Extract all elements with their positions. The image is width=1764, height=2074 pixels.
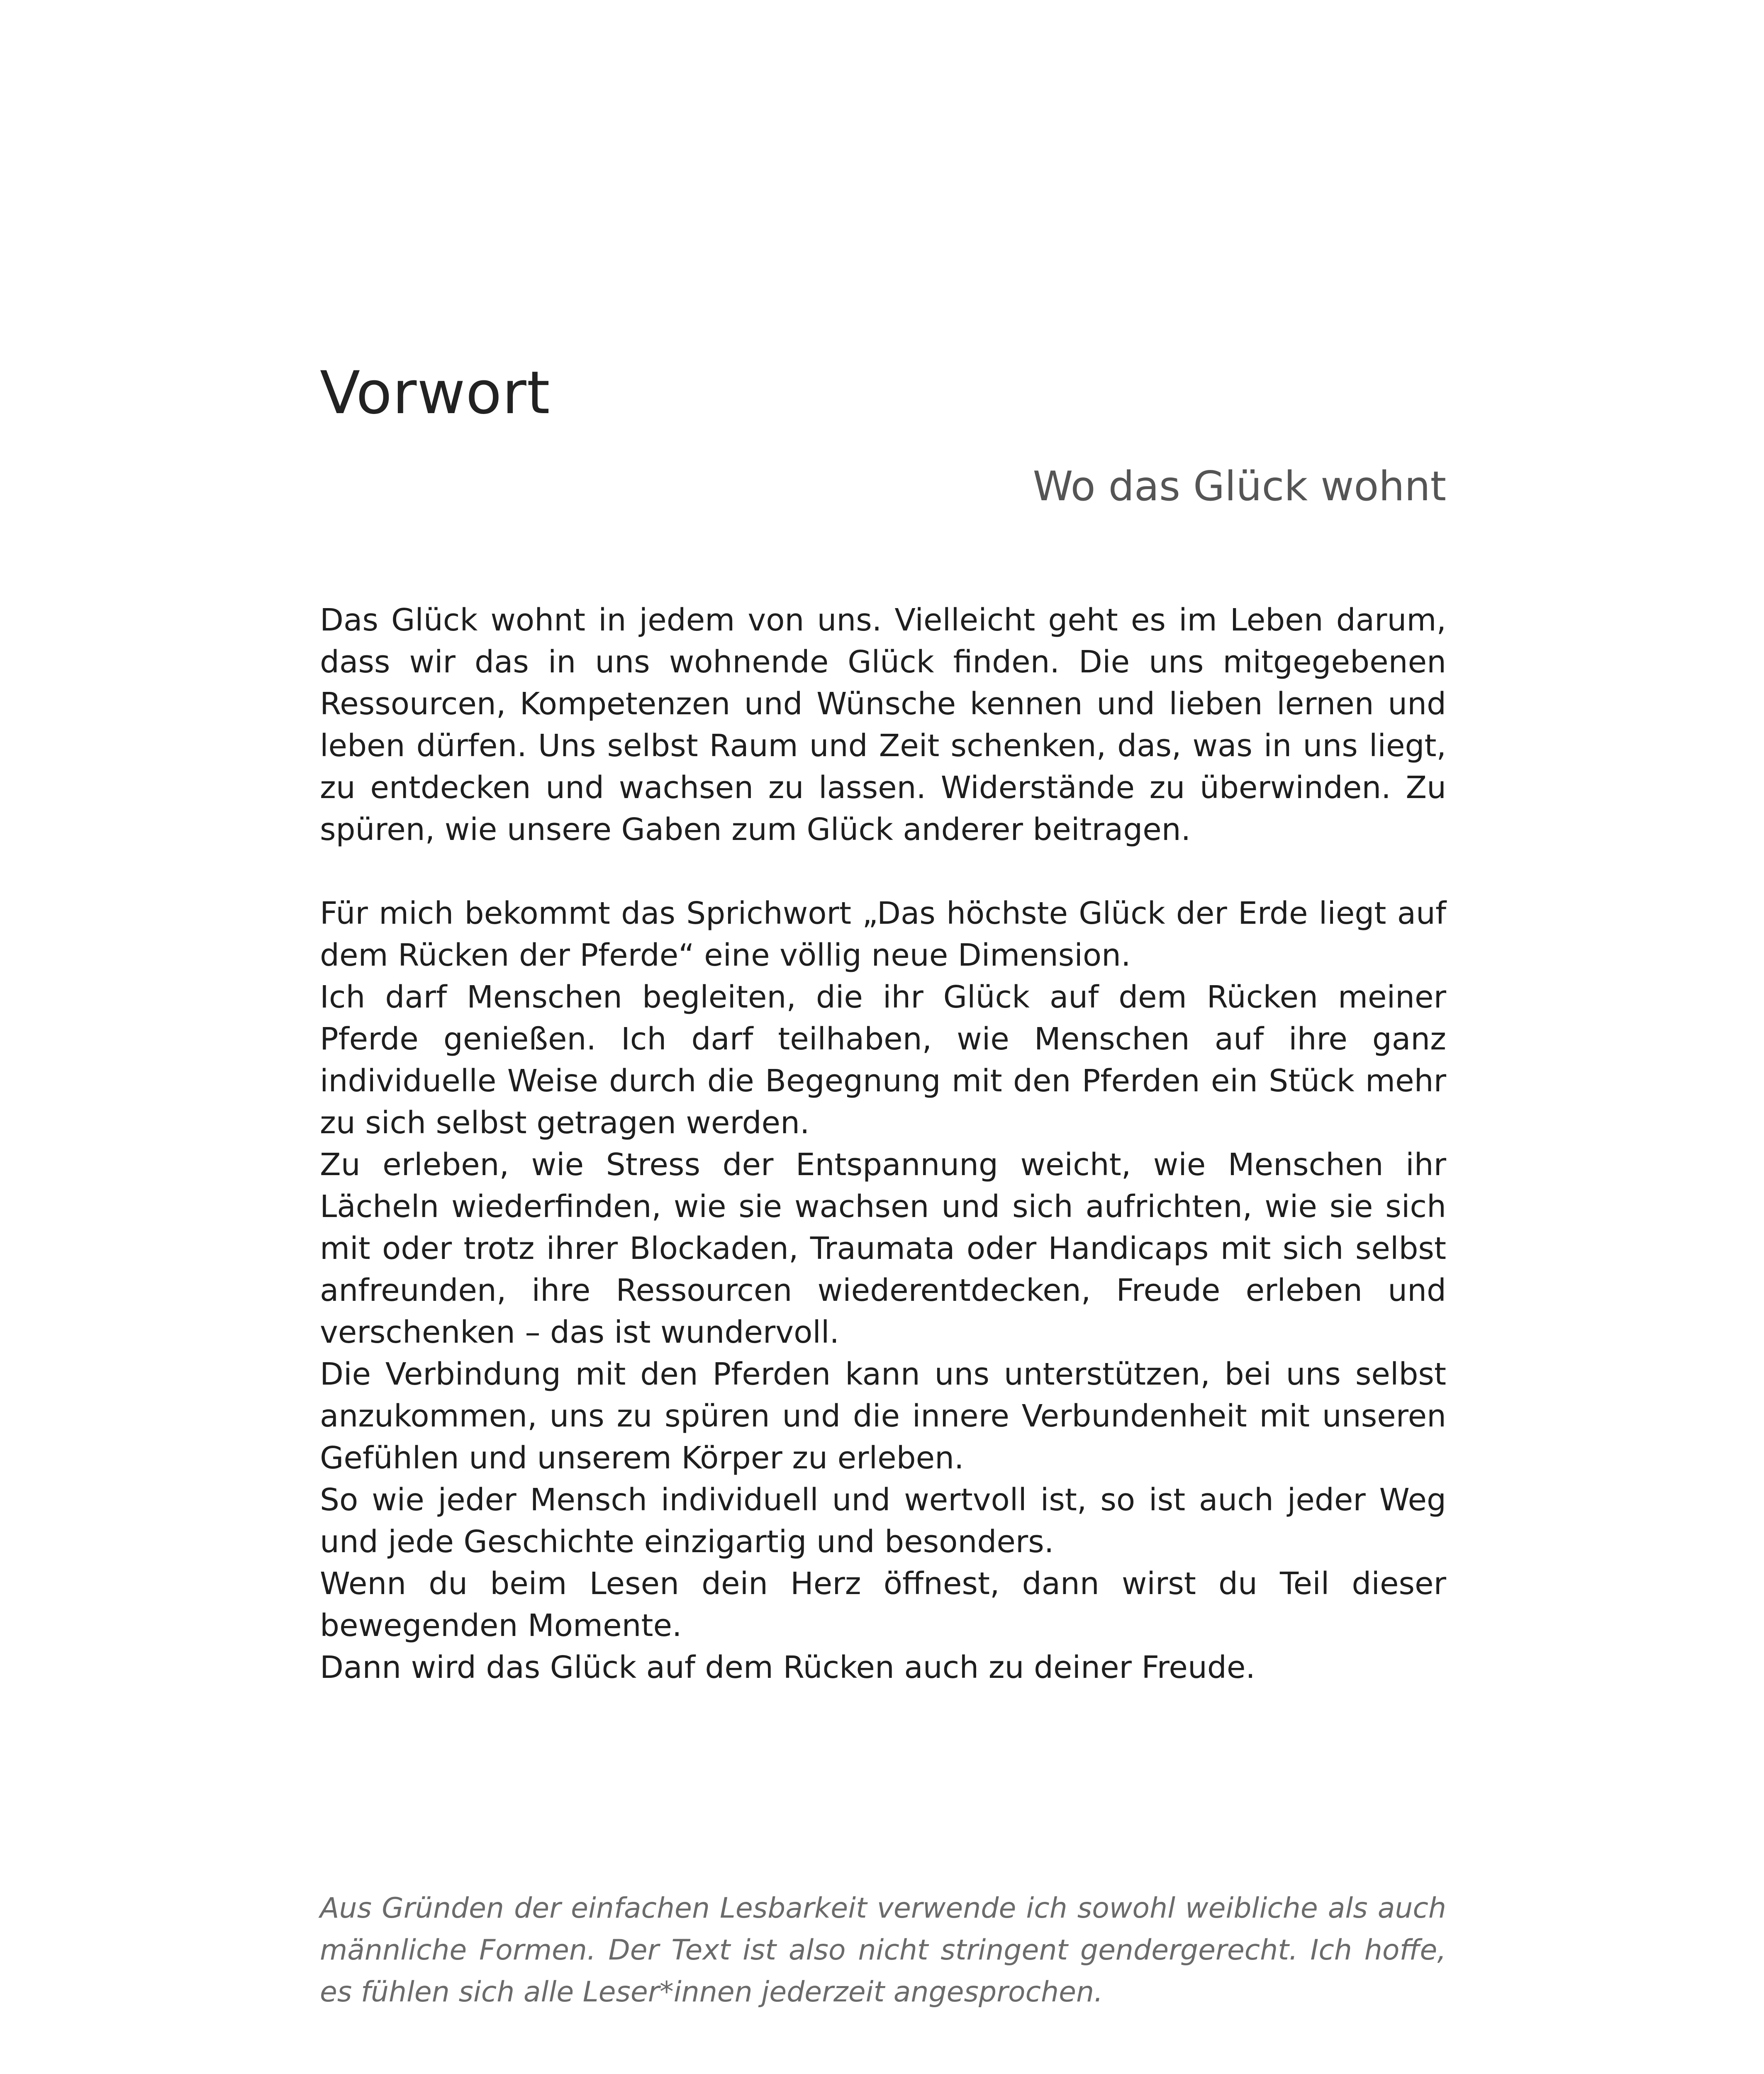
page-subtitle: Wo das Glück wohnt	[1033, 463, 1446, 510]
footnote: Aus Gründen der einfachen Lesbarkeit verwende ich sowohl weibliche als auch männliche Formen. Der Text ist also nicht stringent gendergerecht. Ich hoffe, es fühlen sich alle Leser*innen jederzeit angesprochen.	[320, 1892, 1446, 2008]
paragraph: Ich darf Menschen begleiten, die ihr Glück auf dem Rücken meiner Pferde genießen. Ich darf teilhaben, wie Menschen auf ihre ganz individuelle Weise durch die Begegnung mit den Pferden ein Stück mehr zu sich selbst getragen werden.	[320, 979, 1446, 1141]
page-title: Vorwort	[320, 359, 551, 427]
body-text	[320, 599, 1446, 1689]
paragraph: Das Glück wohnt in jedem von uns. Vielleicht geht es im Leben darum, dass wir das in uns wohnende Glück finden. Die uns mitgegebenen Ressourcen, Kompetenzen und Wünsche kennen und lieben lernen und leben dürfen. Uns selbst Raum und Zeit schenken, das, was in uns liegt, zu entdecken und wachsen zu lassen. Widerstände zu überwinden. Zu spüren, wie unsere Gaben zum Glück anderer beitragen.	[320, 602, 1446, 847]
paragraph: Wenn du beim Lesen dein Herz öffnest, dann wirst du Teil dieser bewegenden Momente.	[320, 1566, 1446, 1643]
paragraph: So wie jeder Mensch individuell und wertvoll ist, so ist auch jeder Weg und jede Geschichte einzigartig und besonders.	[320, 1482, 1446, 1560]
paragraph: Dann wird das Glück auf dem Rücken auch zu deiner Freude.	[320, 1650, 1255, 1685]
paragraph: Zu erleben, wie Stress der Entspannung weicht, wie Menschen ihr Lächeln wiederfinden, wie sie wachsen und sich aufrichten, wie sie sich mit oder trotz ihrer Blockaden, Traumata oder Handicaps mit sich selbst anfreunden, ihre Ressourcen wiederentdecken, Freude erleben und verschenken – das ist wundervoll.	[320, 1147, 1446, 1350]
paragraph-gap	[320, 851, 1446, 893]
paragraph: Die Verbindung mit den Pferden kann uns unterstützen, bei uns selbst anzukommen, uns zu spüren und die innere Verbundenheit mit unseren Gefühlen und unserem Körper zu erleben.	[320, 1356, 1446, 1476]
paragraph: Für mich bekommt das Sprichwort „Das höchste Glück der Erde liegt auf dem Rücken der Pferde“ eine völlig neue Dimension.	[320, 896, 1446, 973]
